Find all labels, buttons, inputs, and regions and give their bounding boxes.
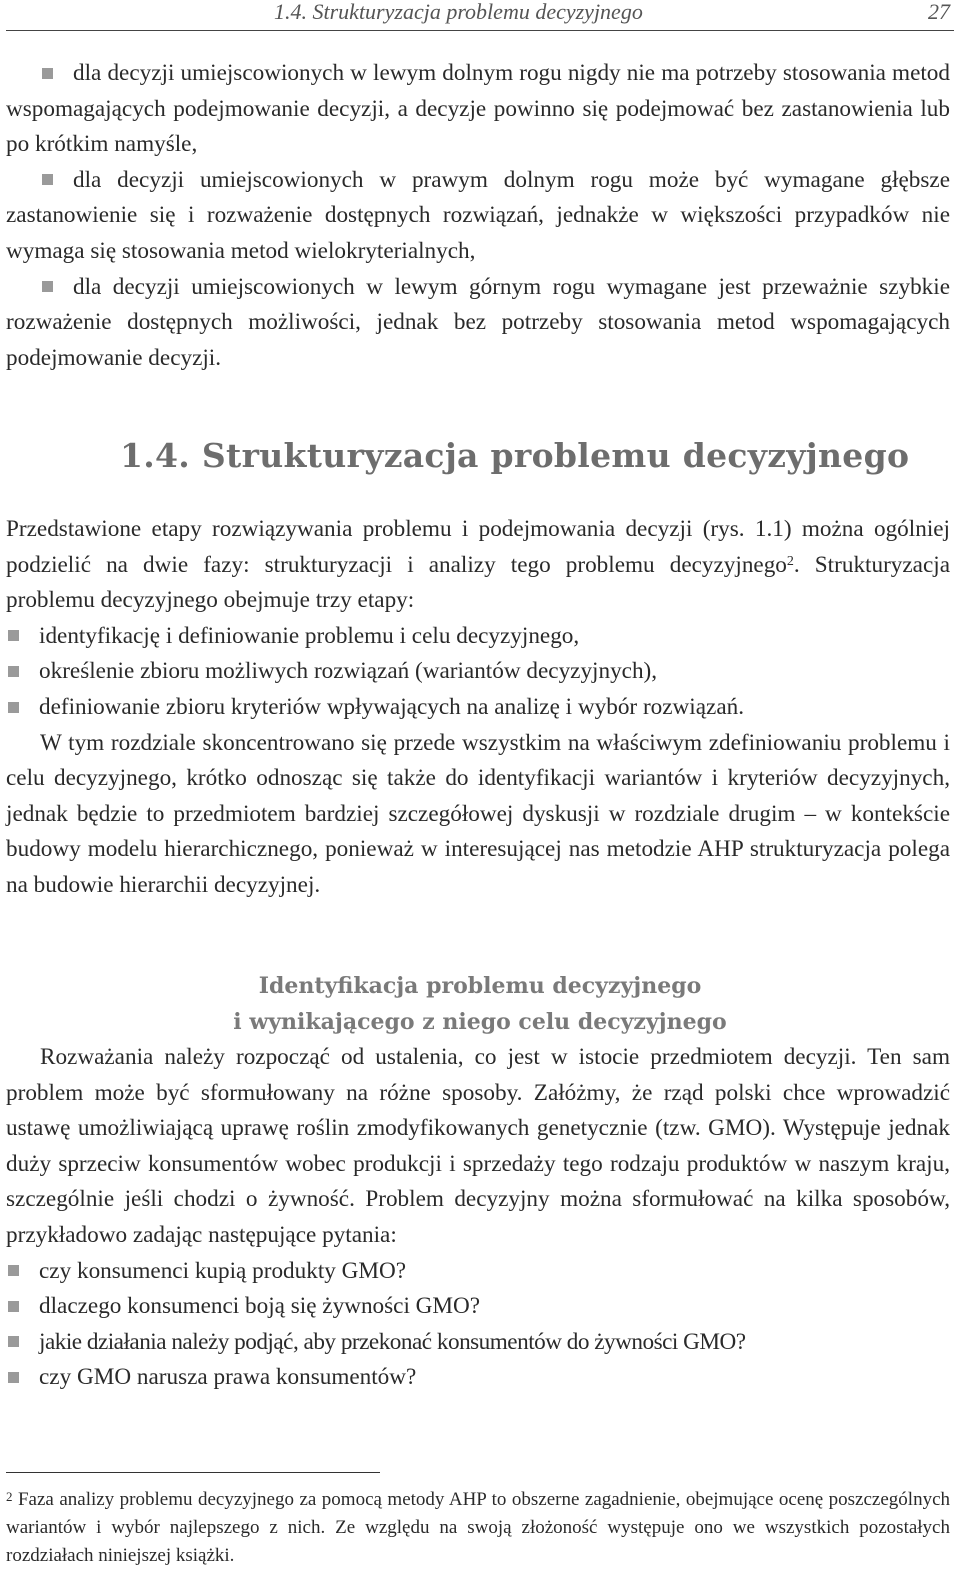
questions-list [6,1254,950,1396]
square-bullet-icon [8,666,19,677]
square-bullet-icon [42,68,53,79]
list-item: identyfikację i definiowanie problemu i celu decyzyjnego, [6,619,950,655]
page-number: 27 [928,0,950,24]
square-bullet-icon [8,702,19,713]
section-paragraph-1: Przedstawione etapy rozwiązywania problemu i podejmowania decyzji (rys. 1.1) można ogólniej podzielić na dwie fazy: strukturyzacji i analizy tego problemu decyzyjnego$^2$. Strukturyzacja problemu decyzyjnego obejmuje trzy etapy: [6,516,950,614]
footnote-marker: 2 [6,1489,13,1504]
list-item: dla decyzji umiejscowionych w lewym górnym rogu wymagane jest przeważnie szybkie rozważenie dostępnych możliwości, jednak bez potrzeby stosowania metod wspomagających podejmowanie decyzji. [6,273,950,371]
square-bullet-icon [8,1301,19,1312]
subsection-heading-line-2: i wynikającego z niego celu decyzyjnego [233,1009,727,1035]
footnote-reference: 2 [786,553,794,569]
footnote-divider [6,1472,380,1473]
square-bullet-icon [8,630,19,641]
subsection-heading-line-1: Identyfikacja problemu decyzyjnego [258,973,702,999]
stages-list [6,619,950,726]
section-paragraph-2: W tym rozdziale skoncentrowano się przede wszystkim na właściwym zdefiniowaniu problemu i celu decyzyjnego, krótko odnosząc się także do identyfikacji wariantów i kryteriów decyzyjnych, jednak będzie to przedmiotem bardziej szczegółowej dyskusji w rozdziale drugim – w kontekście budowy modelu hierarchicznego, ponieważ w interesującej nas metodzie AHP strukturyzacja polega na budowie hierarchii decyzyjnej. [6,729,950,898]
intro-bullet-list [6,56,950,376]
subsection-paragraph: Rozważania należy rozpocząć od ustalenia, co jest w istocie przedmiotem decyzji. Ten sam problem może być sformułowany na różne sposoby. Załóżmy, że rząd polski chce wprowadzić ustawę umożliwiającą uprawę roślin zmodyfikowanych genetycznie (tzw. GMO). Występuje jednak duży sprzeciw konsumentów wobec produkcji i sprzedaży tego rodzaju produktów w naszym kraju, szczególnie jeśli chodzi o żywność. Problem decyzyjny można sformułować na kilka sposobów, przykładowo zadając następujące pytania: [6,1044,950,1248]
list-item: dla decyzji umiejscowionych w prawym dolnym rogu może być wymagane głębsze zastanowienie się i rozważenie dostępnych rozwiązań, jednakże w większości przypadków nie wymaga się stosowania metod wielokryterialnych, [6,166,950,264]
list-item: określenie zbioru możliwych rozwiązań (wariantów decyzyjnych), [6,654,950,690]
list-item: jakie działania należy podjąć, aby przekonać konsumentów do żywności GMO? [6,1325,950,1361]
square-bullet-icon [42,174,53,185]
square-bullet-icon [8,1265,19,1276]
list-item: czy konsumenci kupią produkty GMO? [6,1254,950,1290]
square-bullet-icon [42,281,53,292]
running-title: 1.4. Strukturyzacja problemu decyzyjnego [274,0,643,24]
list-item: dla decyzji umiejscowionych w lewym dolnym rogu nigdy nie ma potrzeby stosowania metod wspomagających podejmowanie decyzji, a decyzje powinno się podejmować bez zastanowienia lub po krótkim namyśle, [6,60,950,158]
square-bullet-icon [8,1336,19,1347]
list-item: definiowanie zbioru kryteriów wpływających na analizę i wybór rozwiązań. [6,690,950,726]
subsection-heading [0,968,960,1040]
footnote [6,1486,950,1570]
square-bullet-icon [8,1372,19,1383]
section-heading: 1.4. Strukturyzacja problemu decyzyjnego [120,436,910,475]
footnote-text: Faza analizy problemu decyzyjnego za pomocą metody AHP to obszerne zagadnienie, obejmujące ocenę poszczególnych wariantów i wybór najlepszego z nich. Ze względu na swoją złożoność występuje ono we wszystkich pozostałych rozdziałach niniejszej książki. [6,1489,950,1566]
list-item: dlaczego konsumenci boją się żywności GMO? [6,1289,950,1325]
running-header [6,0,954,31]
section-body [6,512,950,904]
subsection-body [6,1040,950,1396]
list-item: czy GMO narusza prawa konsumentów? [6,1360,950,1396]
